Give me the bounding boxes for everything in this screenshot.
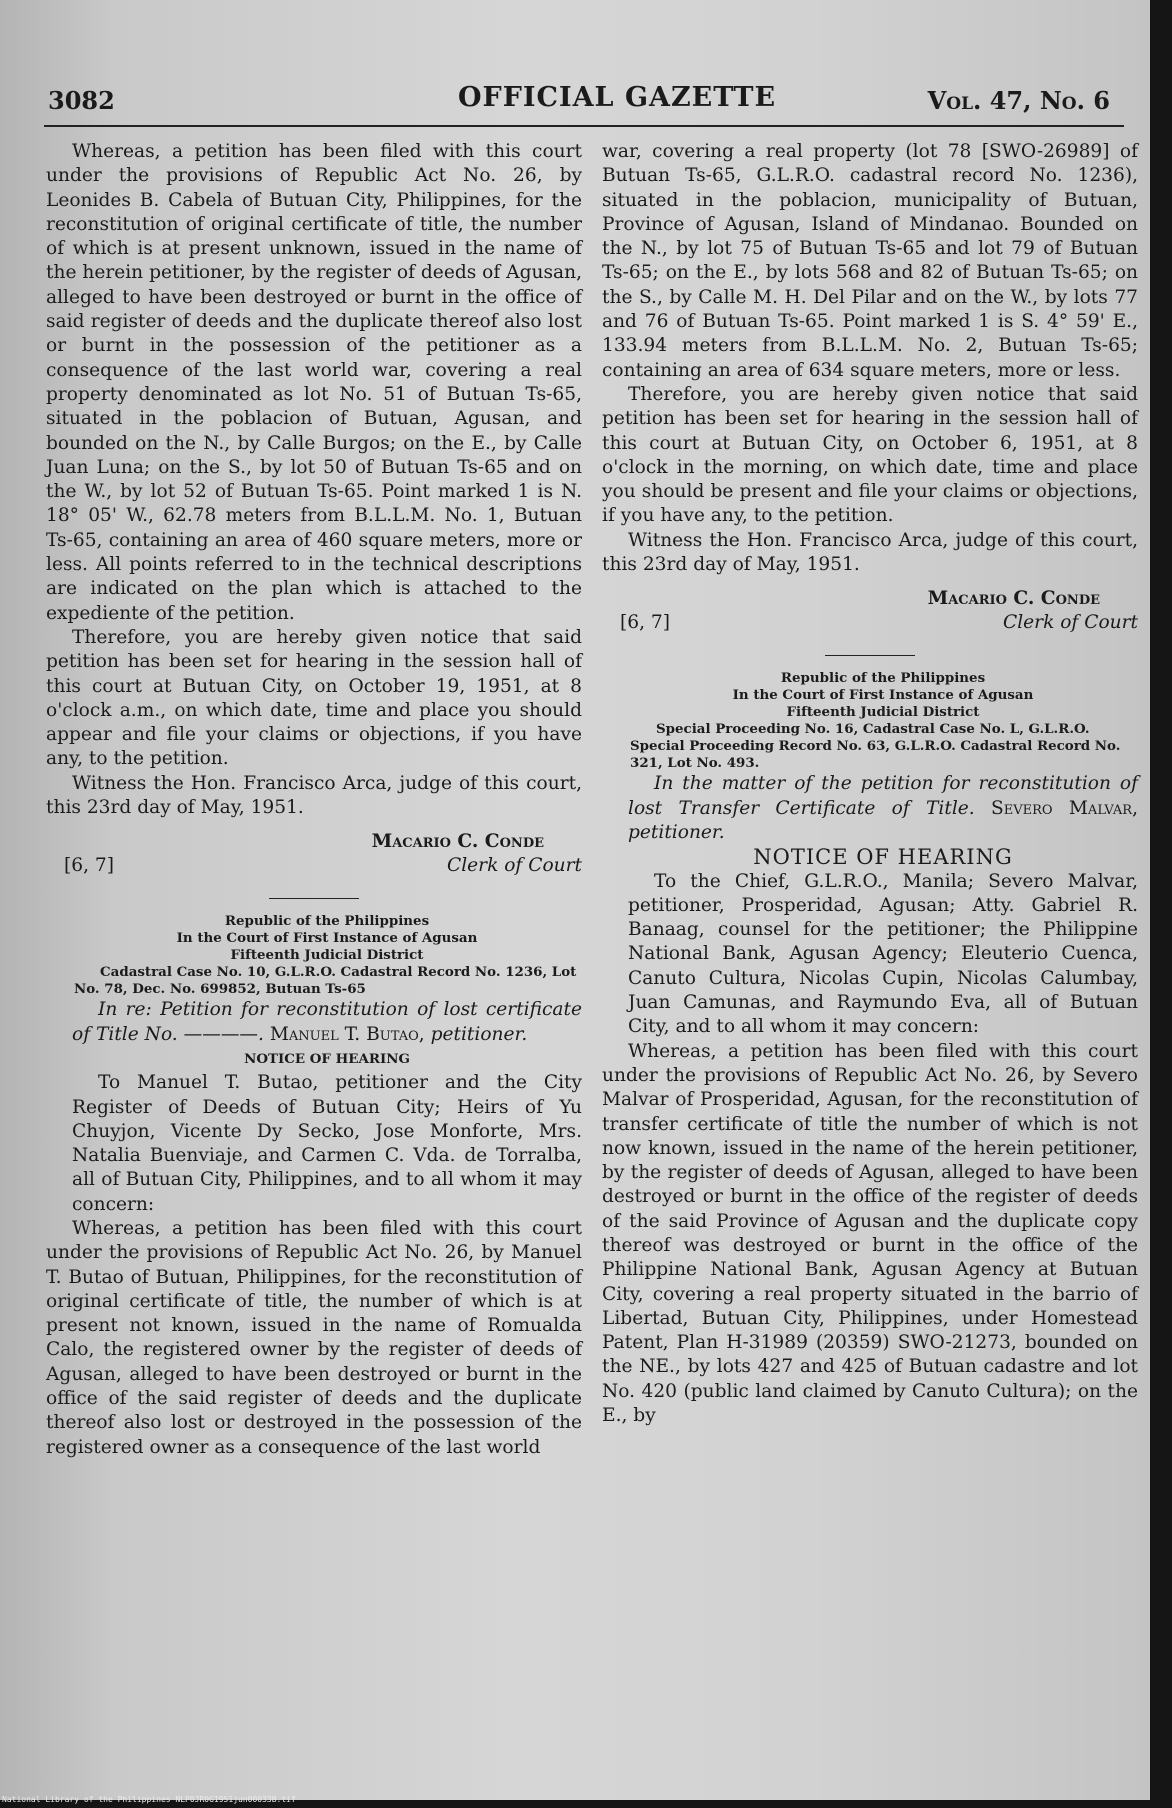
section-divider <box>825 655 915 656</box>
addressees: To the Chief, G.L.R.O., Manila; Severo Malvar, petitioner, Prosperidad, Agusan; Atty. Gabriel R. Banaag, counsel for the petitioner; the Philippine National Bank, Agusan Agency; Eleuterio Cuenca, Canuto Cultura, Nicolas Cupin, Nicolas Calumbay, Juan Camunas, and Raymundo Eva, all of Butuan City, and to all whom it may concern: <box>628 870 1138 1038</box>
volume-issue: Vol. 47, No. 6 <box>927 86 1110 115</box>
paragraph: Therefore, you are hereby given notice that said petition has been set for hearing in the session hall of this court at Butuan City, on October 6, 1951, at 8 o'clock in the morning, on which date, time and place you should be present and file your claims or objections, if you have any, to the petition. <box>602 383 1138 527</box>
left-column <box>46 140 582 1460</box>
issue-reference: [6, 7] <box>620 612 670 634</box>
signatory-title: Clerk of Court <box>1003 612 1138 634</box>
notice-heading: NOTICE OF HEARING <box>753 845 1013 870</box>
court-district: Fifteenth Judicial District <box>786 704 980 721</box>
right-column <box>602 140 1138 1428</box>
issue-reference: [6, 7] <box>64 855 114 877</box>
court-heading: Republic of the Philippines <box>780 670 986 687</box>
paragraph: Whereas, a petition has been filed with this court under the provisions of Republic Act No. 26, by Severo Malvar of Prosperidad, Agusan, for the reconstitution of transfer certificate of title the number of which is not now known, issued in the name of the herein petitioner, by the register of deeds of Agusan, alleged to have been destroyed or burnt in the office of the register of deeds of the said Province of Agusan and the duplicate copy thereof was destroyed or burnt in the office of the Philippine National Bank, Agusan Agency at Butuan City, covering a real property situated in the barrio of Libertad, Butuan City, Philippines, under Homestead Patent, Plan H-31989 (20359) SWO-21273, bounded on the NE., by lots 427 and 425 of Butuan cadastre and lot No. 420 (public land claimed by Canuto Cultura); on the E., by <box>602 1040 1138 1427</box>
paragraph: Witness the Hon. Francisco Arca, judge of this court, this 23rd day of May, 1951. <box>46 772 582 819</box>
caption-text: In the matter of the petition for reconstitution of lost Transfer Certificate of Title. <box>628 773 1138 819</box>
case-caption <box>46 998 582 1047</box>
notice-heading: NOTICE OF HEARING <box>244 1050 410 1067</box>
publication-title: OFFICIAL GAZETTE <box>458 82 777 113</box>
court-district: Fifteenth Judicial District <box>230 947 424 964</box>
caption-text: In re: Petition for reconstitution of lost certificate of Title No. ————. <box>72 999 582 1045</box>
signatory-title: Clerk of Court <box>447 855 582 877</box>
scan-footer: National Library of the Philippines NLP0JR0G1951jun00033B.tif <box>2 1795 296 1804</box>
signature-block <box>602 587 1138 639</box>
paragraph: Therefore, you are hereby given notice that said petition has been set for hearing in the session hall of this court at Butuan City, on October 19, 1951, at 8 o'clock a.m., on which date, time and place you should appear and file your claims or objections, if you have any, to the petition. <box>46 626 582 770</box>
section-divider <box>269 898 359 899</box>
signature-block <box>46 830 582 882</box>
petitioner-name: Severo Malvar, <box>991 797 1138 819</box>
court-name: In the Court of First Instance of Agusan <box>732 687 1034 704</box>
paragraph: Witness the Hon. Francisco Arca, judge of this court, this 23rd day of May, 1951. <box>602 529 1138 576</box>
case-reference: Cadastral Case No. 10, G.L.R.O. Cadastral Record No. 1236, Lot No. 78, Dec. No. 699852, Butuan Ts-65 <box>74 964 577 998</box>
signatory-name: Macario C. Conde <box>927 588 1100 610</box>
court-name: In the Court of First Instance of Agusan <box>176 930 478 947</box>
signatory-name: Macario C. Conde <box>371 831 544 853</box>
petitioner-role: petitioner. <box>628 821 725 843</box>
case-caption <box>602 772 1138 845</box>
addressees: To Manuel T. Butao, petitioner and the City Register of Deeds of Butuan City; Heirs of Yu Chuyjon, Vicente Dy Secko, Jose Monforte, Mrs. Natalia Buenviaje, and Carmen C. Vda. de Torralba, all of Butuan City, Philippines, and to all whom it may concern: <box>72 1072 582 1215</box>
header-rule <box>44 125 1124 127</box>
paragraph: war, covering a real property (lot 78 [SWO-26989] of Butuan Ts-65, G.L.R.O. cadastral record No. 1236), situated in the poblacion, municipality of Butuan, Province of Agusan, Island of Mindanao. Bounded on the N., by lot 75 of Butuan Ts-65 and lot 79 of Butuan Ts-65; on the E., by lots 568 and 82 of Butuan Ts-65; on the S., by Calle M. H. Del Pilar and on the W., by lots 77 and 76 of Butuan Ts-65. Point marked 1 is S. 4° 59' E., 133.94 meters from B.L.L.M. No. 2, Butuan Ts-65; containing an area of 634 square meters, more or less. <box>602 141 1138 381</box>
case-reference: Special Proceeding No. 16, Cadastral Case No. L, G.L.R.O. Special Proceeding Record No. 63, G.L.R.O. Cadastral Record No. 321, Lot No. 493. <box>630 721 1121 772</box>
paragraph: Whereas, a petition has been filed with this court under the provisions of Republic Act No. 26, by Leonides B. Cabela of Butuan City, Philippines, for the reconstitution of original certificate of title, the number of which is at present unknown, issued in the name of the herein petitioner, by the register of deeds of Agusan, alleged to have been destroyed or burnt in the office of said register of deeds and the duplicate thereof also lost or burnt in the possession of the petitioner as a consequence of the last world war, covering a real property denominated as lot No. 51 of Butuan Ts-65, situated in the poblacion of Butuan, Agusan, and bounded on the N., by Calle Burgos; on the E., by Calle Juan Luna; on the S., by lot 50 of Butuan Ts-65 and on the W., by lot 52 of Butuan Ts-65. Point marked 1 is N. 18° 05' W., 62.78 meters from B.L.L.M. No. 1, Butuan Ts-65, containing an area of 460 square meters, more or less. All points referred to in the technical descriptions are indicated on the plan which is attached to the expediente of the petition. <box>46 141 582 624</box>
page-header <box>48 82 1110 122</box>
page-number: 3082 <box>48 86 115 115</box>
paragraph: Whereas, a petition has been filed with this court under the provisions of Republic Act No. 26, by Manuel T. Butao of Butuan, Philippines, for the reconstitution of original certificate of title, the number of which is at present not known, issued in the name of Romualda Calo, the registered owner by the register of deeds of Agusan, alleged to have been destroyed or burnt in the office of the said register of deeds and the duplicate thereof also lost or destroyed in the possession of the registered owner as a consequence of the last world <box>46 1217 582 1458</box>
petitioner-name: Manuel T. Butao, <box>269 1023 425 1045</box>
petitioner-role: petitioner. <box>430 1023 528 1045</box>
court-heading: Republic of the Philippines <box>224 913 430 930</box>
